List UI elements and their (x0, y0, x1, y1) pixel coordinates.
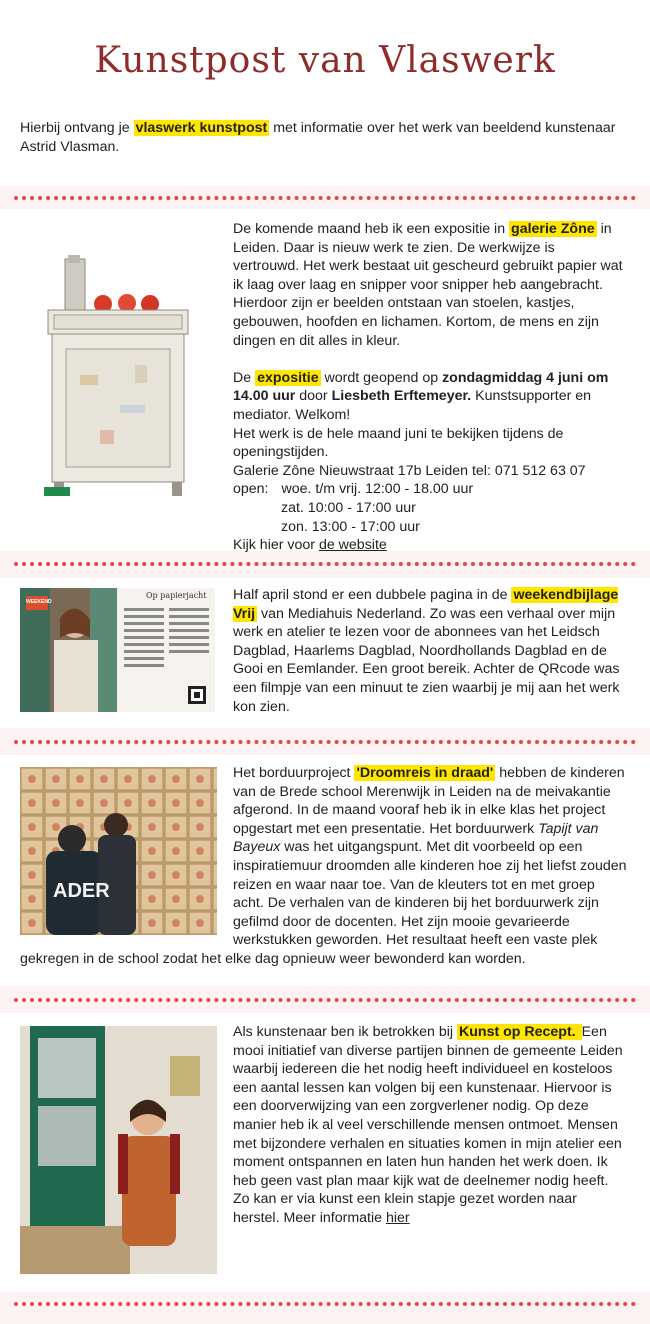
gallery-address: Galerie Zône Nieuwstraat 17b Leiden tel: 071 512 63 07 (233, 462, 586, 479)
newspaper-title: Op papierjacht (146, 591, 207, 600)
dotted-divider (14, 562, 636, 566)
dotted-divider (14, 740, 636, 744)
highlight-expositie: expositie (257, 369, 319, 386)
intro-text: Hierbij ontvang je vlaswerk kunstpost met informatie over het werk van beeldend kunstenaar Astrid Vlasman. (20, 120, 616, 155)
highlight-vlaswerk-kunstpost: vlaswerk kunstpost (135, 120, 268, 136)
newspaper-badge: WEEKEND (26, 599, 52, 605)
dotted-divider (14, 1302, 636, 1306)
section-kunst-op-recept: Als kunstenaar ben ik betrokken bij Kunst op Recept. Een mooi initiatief van diverse partijen binnen de gemeente Leiden waarbij iedereen die het nodig heeft individueel en kosteloos een aantal lessen kan volgen bij een kunstenaar. Hiervoor is een doorverwijzing van een zorgverlener nodig. Op deze manier heb ik al veel verschillende mensen ontmoet. Mensen met bijzondere verhalen en situaties komen in mijn atelier een moment ontspannen en laten hun handen het werk doen. Ik heb geen vast plan maar kijk wat de deelnemer nodig heeft. Zo kan er via kunst een klein stapje gezet worden naar herstel. Meer informatie hier (233, 1024, 623, 1226)
website-link[interactable]: de website (318, 537, 387, 554)
highlight-weekendbijlage: weekendbijlage Vrij (233, 587, 619, 622)
highlight-droomreis: 'Droomreis in draad' (356, 765, 494, 781)
meer-informatie-link[interactable]: hier (385, 1209, 410, 1226)
separator-band (0, 1292, 650, 1324)
newspaper-article-image (20, 588, 215, 712)
highlight-galerie-zone: galerie Zône (511, 221, 595, 237)
highlight-kunst-op-recept: Kunst op Recept. (458, 1024, 580, 1040)
section-expositie: De komende maand heb ik een expositie in galerie Zône in Leiden. Daar is nieuw werk te zien. De werkwijze is vertrouwd. Het werk bestaat uit gescheurd gebruikt papier wat ik laag over laag en snipper voor snipper heb aangebracht. Hierdoor zijn er beelden ontstaan van stoelen, kastjes, gebouwen, hoofden en lichamen. Kortom, de mens en zijn dingen en dit alles in kleur. De expositie wordt geopend op zondagmiddag 4 juni om 14.00 uur door Liesbeth Erftemeyer. Kunstsupporter en mediator. Welkom! Het werk is de hele maand juni te bekijken tijdens de openingstijden. Galerie Zône Nieuwstraat 17b Leiden tel: 071 512 63 07 open: woe. t/m vrij. 12:00 - 18.00 uur zat. 10:00 - 17:00 uur zon. 13:00 - 17:00 uur Kijk hier voor de website (233, 221, 623, 554)
section-weekendbijlage: Half april stond er een dubbele pagina in de weekendbijlage Vrij van Mediahuis Nederland. Zo was een verhaal over mijn werk en atelier te lezen voor de abonnees van het Leidsch Dagblad, Haarlems Dagblad, Noordhollands Dagblad en de Gooi en Eemlander. Een groot bereik. Achter de QRcode was een filmpje van een minuut te zien waarbij je mij aan het werk kon zien. (233, 587, 620, 715)
artist-portrait-image (20, 1026, 217, 1274)
dotted-divider (14, 998, 636, 1002)
shirt-print: ADER (53, 880, 110, 902)
opening-hours: open: woe. t/m vrij. 12:00 - 18.00 uur (233, 481, 474, 498)
section-droomreis-text: Het borduurproject 'Droomreis in draad' hebben de kinderen van de Brede school Merenwijk in Leiden na de meivakantie afgerond. In de maand vooraf heb ik in elke klas het project opgestart met een presentatie. Het borduurwerk Tapijt van Bayeux was het uitgangspunt. Met dit voorbeeld op een inspiratiemuur droomden alle kinderen hoe zij het liefst zouden reizen en waar naar toe. Van de kleuters tot en met groep acht. De verhalen van de kinderen bij het borduurwerk zijn gefilmd door de docenten. Het zijn mooie gevarieerde werkstukken geworden. Het resultaat heeft een vaste plek gekregen in de school zodat het elke dag opnieuw weer bewonderd kan worden. (20, 765, 627, 967)
cabinet-artwork-image (40, 255, 200, 500)
page-title: Kunstpost van Vlaswerk (94, 40, 556, 82)
dotted-divider (14, 196, 636, 200)
